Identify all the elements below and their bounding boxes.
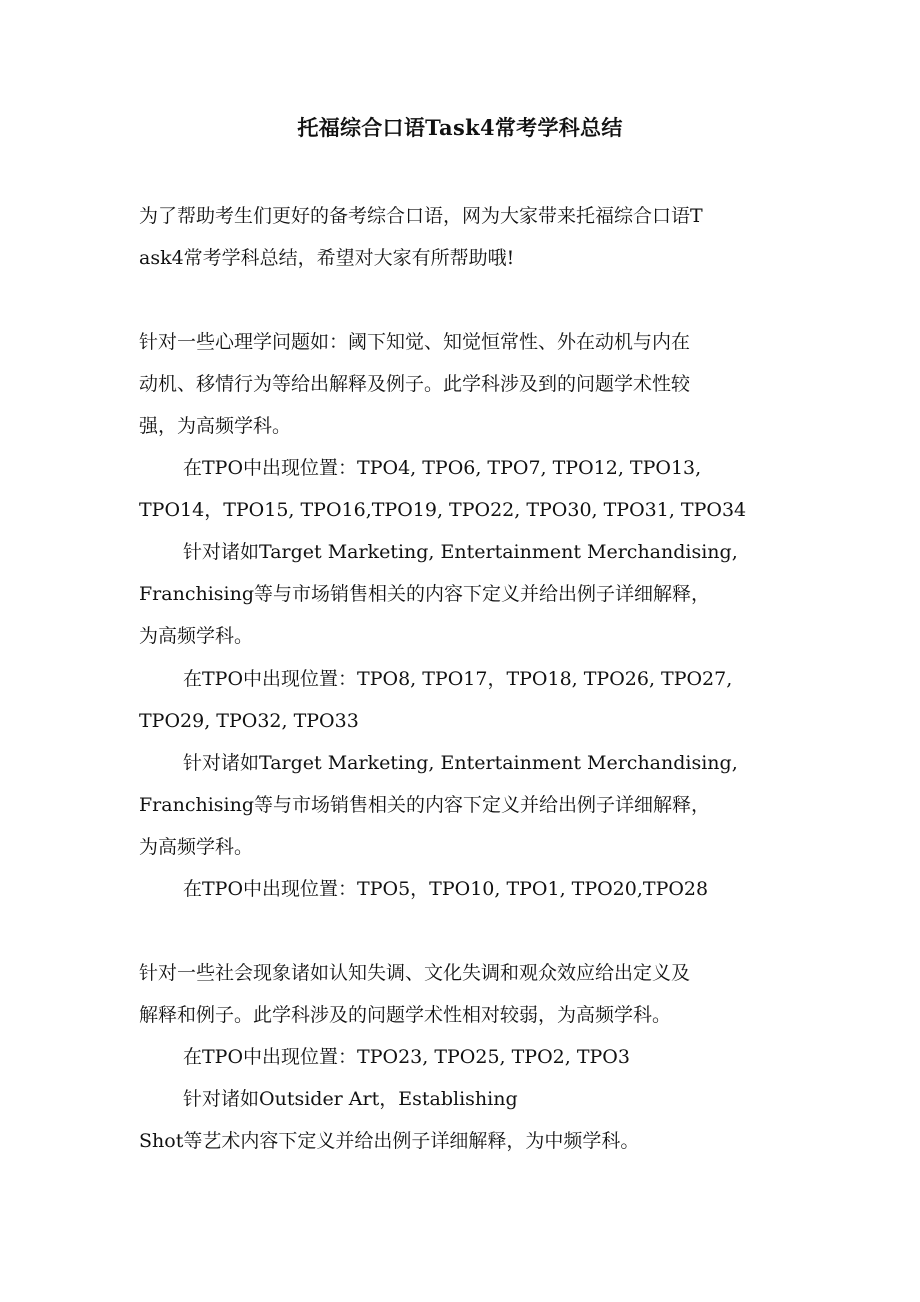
marketing-1-desc-line-1: 针对诸如Target Marketing, Entertainment Merchandising, — [183, 541, 738, 563]
sociology-tpo-line-1: 在TPO中出现位置：TPO23, TPO25, TPO2, TPO3 — [183, 1046, 630, 1068]
psychology-tpo-line-1: 在TPO中出现位置：TPO4, TPO6, TPO7, TPO12, TPO13, — [183, 457, 702, 479]
sociology-desc-line-1: 针对一些社会现象诸如认知失调、文化失调和观众效应给出定义及 — [139, 962, 691, 984]
intro-line-1: 为了帮助考生们更好的备考综合口语，网为大家带来托福综合口语T — [139, 205, 703, 227]
marketing-1-tpo-line-1: 在TPO中出现位置：TPO8, TPO17，TPO18, TPO26, TPO27, — [183, 668, 733, 690]
psychology-desc-line-2: 动机、移情行为等给出解释及例子。此学科涉及到的问题学术性较 — [139, 373, 691, 395]
marketing-1-tpo-line-2: TPO29, TPO32, TPO33 — [139, 710, 359, 732]
psychology-desc-line-1: 针对一些心理学问题如：阈下知觉、知觉恒常性、外在动机与内在 — [139, 331, 691, 353]
art-desc-line-2: Shot等艺术内容下定义并给出例子详细解释，为中频学科。 — [139, 1130, 640, 1152]
marketing-2-desc-line-2: Franchising等与市场销售相关的内容下定义并给出例子详细解释， — [139, 794, 711, 816]
marketing-2-desc-line-1: 针对诸如Target Marketing, Entertainment Merchandising, — [183, 752, 738, 774]
intro-line-2: ask4常考学科总结，希望对大家有所帮助哦! — [139, 247, 515, 269]
psychology-desc-line-3: 强，为高频学科。 — [139, 415, 292, 437]
marketing-1-desc-line-3: 为高频学科。 — [139, 625, 254, 647]
art-desc-line-1: 针对诸如Outsider Art，Establishing — [183, 1088, 518, 1110]
psychology-tpo-line-2: TPO14，TPO15, TPO16,TPO19, TPO22, TPO30, TPO31, TPO34 — [139, 499, 747, 521]
page-title: 托福综合口语Task4常考学科总结 — [297, 115, 623, 140]
marketing-2-desc-line-3: 为高频学科。 — [139, 836, 254, 858]
marketing-2-tpo-line-1: 在TPO中出现位置：TPO5，TPO10, TPO1, TPO20,TPO28 — [183, 878, 709, 900]
marketing-1-desc-line-2: Franchising等与市场销售相关的内容下定义并给出例子详细解释， — [139, 583, 711, 605]
sociology-desc-line-2: 解释和例子。此学科涉及的问题学术性相对较弱，为高频学科。 — [139, 1004, 672, 1026]
